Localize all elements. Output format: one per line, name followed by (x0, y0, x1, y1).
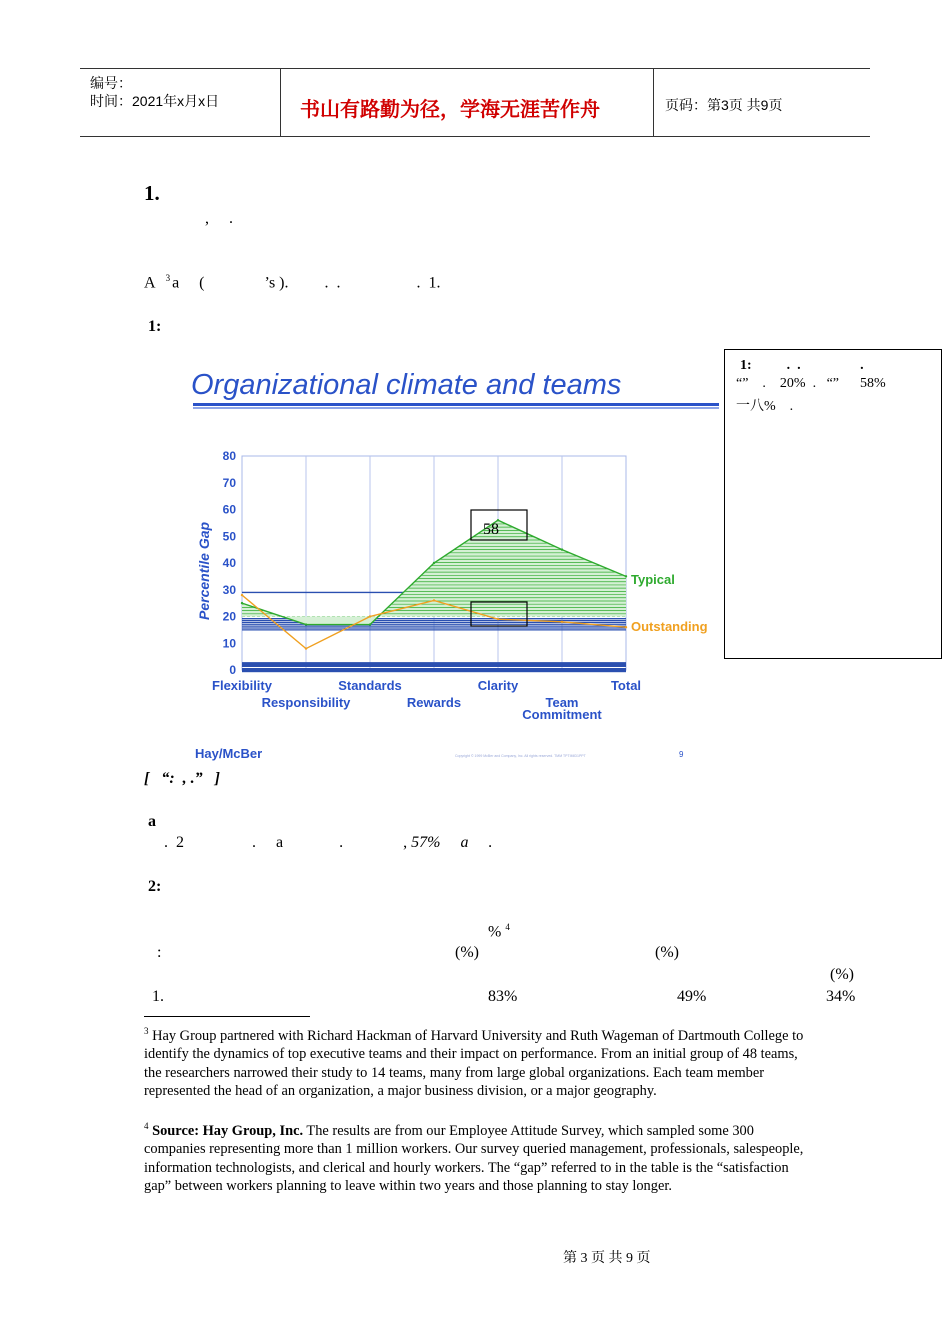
table-label: 2: (148, 878, 162, 895)
x-tick-label: Standards (338, 678, 402, 693)
footnote-4 (144, 1117, 814, 1195)
y-tick-label: 10 (222, 636, 236, 651)
page-footer: 第 3 页 共 9 页 (563, 1251, 651, 1266)
section-line: , . (205, 210, 233, 227)
page-indicator: 页码：第3页 共9页 (665, 97, 783, 113)
y-tick-label: 70 (222, 475, 236, 490)
point-typical (241, 602, 243, 604)
figure-caption: [ “: , .” ] (144, 770, 220, 787)
figure-label: 1: (148, 318, 162, 335)
point-outstanding (241, 594, 243, 596)
y-tick-label: 40 (222, 556, 236, 570)
date-label: 时间：2021年x月x日 (90, 93, 220, 109)
paragraph-b (144, 834, 492, 852)
table-row1-col3: 34% (826, 988, 856, 1005)
point-outstanding (625, 626, 627, 628)
point-typical (305, 623, 307, 625)
footnote-3-text: Hay Group partnered with Richard Hackman of Harvard University and Ruth Wageman of Dartmouth College to identify the dynamics of top executive teams and their impact on performance. From an initial group of 48 teams, the researchers narrowed their study to 14 teams, many from large global organizations. Each team member represented the head of an organization, a major business division, or a major geography. (144, 1027, 804, 1100)
y-tick-label: 60 (222, 502, 236, 517)
table-row1-col2: 49% (677, 988, 707, 1005)
footnote-4-text: The results are from our Employee Attitude Survey, which sampled some 300 companies representing more than 1 million workers. Our survey queried management, professionals, salespeople, information technologists, and clerical and hourly workers. The “gap” referred to in the table is the “satisfaction gap” between workers planning to leave within two years and those planning to stay longer. (144, 1122, 804, 1195)
point-outstanding (497, 618, 499, 620)
point-outstanding (369, 615, 371, 617)
footer-copyright: Copyright © 1999 McBer and Company, Inc. All rights reserved. TMM TPTIMID1PPT (455, 754, 586, 758)
paragraph-a-rest: a ( ’s ). . . . 1. (172, 274, 441, 292)
point-typical (561, 548, 563, 550)
footnote-ref-4: 4 (505, 922, 510, 932)
callout-line-2: “” . 20% . “” 58% (736, 376, 886, 391)
y-axis-label: Percentile Gap (196, 521, 212, 620)
y-tick-label: 30 (222, 582, 236, 597)
x-tick-label: Responsibility (261, 695, 351, 710)
x-tick-label: Rewards (406, 695, 462, 710)
footnote-separator (144, 1016, 310, 1017)
table-col0-header: : (157, 944, 162, 961)
paragraph-a (144, 273, 441, 292)
motto: 书山有路勤为径，学海无涯苦作舟 (300, 97, 600, 121)
x-tick-label: Team (545, 695, 579, 710)
paragraph-a-lead: A (144, 274, 156, 292)
footnote-4-source: Source: Hay Group, Inc. (152, 1122, 304, 1139)
x-labels (212, 678, 641, 722)
table-col2-header: (%) (655, 944, 679, 961)
footer-brand: Hay/McBer (195, 746, 263, 761)
y-tick-label: 80 (222, 449, 236, 463)
title-underline (193, 403, 719, 409)
baseline-band (242, 668, 626, 672)
legend-typical: Typical (631, 572, 675, 587)
footer-slide-number: 9 (679, 750, 684, 759)
chart-title: Organizational climate and teams (191, 369, 622, 401)
callout-box (724, 349, 942, 659)
y-tick-label: 0 (229, 663, 236, 677)
table-col1-header: (%) (455, 944, 479, 961)
x-tick-label: Total (610, 678, 642, 693)
baseline-band (242, 662, 626, 665)
table-col3-header: (%) (830, 966, 854, 983)
y-tick-label: 20 (222, 609, 236, 624)
paragraph-b-pct: 57% (411, 834, 441, 851)
header-left-cell (80, 69, 281, 136)
climate-chart (185, 360, 725, 770)
section-number: 1. (144, 181, 160, 205)
paragraph-b-label: a (148, 813, 156, 830)
point-outstanding (305, 647, 307, 649)
footnote-3 (144, 1022, 814, 1100)
page-header (80, 68, 870, 137)
footnote-ref-3: 3 (165, 273, 171, 283)
point-typical (433, 562, 435, 564)
x-tick-label: Flexibility (212, 678, 272, 693)
point-outstanding (433, 599, 435, 601)
footnote-3-number: 3 (144, 1026, 149, 1036)
table-row1-col1: 83% (488, 988, 518, 1005)
legend-outstanding: Outstanding (631, 619, 708, 634)
callout-line-3: 一八% . (736, 399, 794, 414)
paragraph-b-post: a . (460, 834, 493, 851)
paragraph-b-text: . 2 . a . , (144, 834, 408, 851)
annotation-value: 58 (483, 521, 499, 538)
table-header-pct (488, 922, 510, 941)
y-ticks (223, 449, 237, 677)
callout-line-1: 1: . . . (740, 358, 864, 373)
table-header-pct-text: % (488, 923, 502, 941)
table-row1-label: 1. (152, 988, 164, 1005)
point-typical (625, 575, 627, 577)
doc-number-label: 编号： (90, 75, 132, 91)
point-outstanding (561, 621, 563, 623)
header-motto-cell (281, 69, 654, 136)
footnote-4-number: 4 (144, 1121, 149, 1131)
point-typical (369, 623, 371, 625)
y-tick-label: 50 (222, 529, 236, 544)
x-tick-label: Commitment (522, 707, 602, 722)
x-tick-label: Clarity (477, 678, 519, 693)
